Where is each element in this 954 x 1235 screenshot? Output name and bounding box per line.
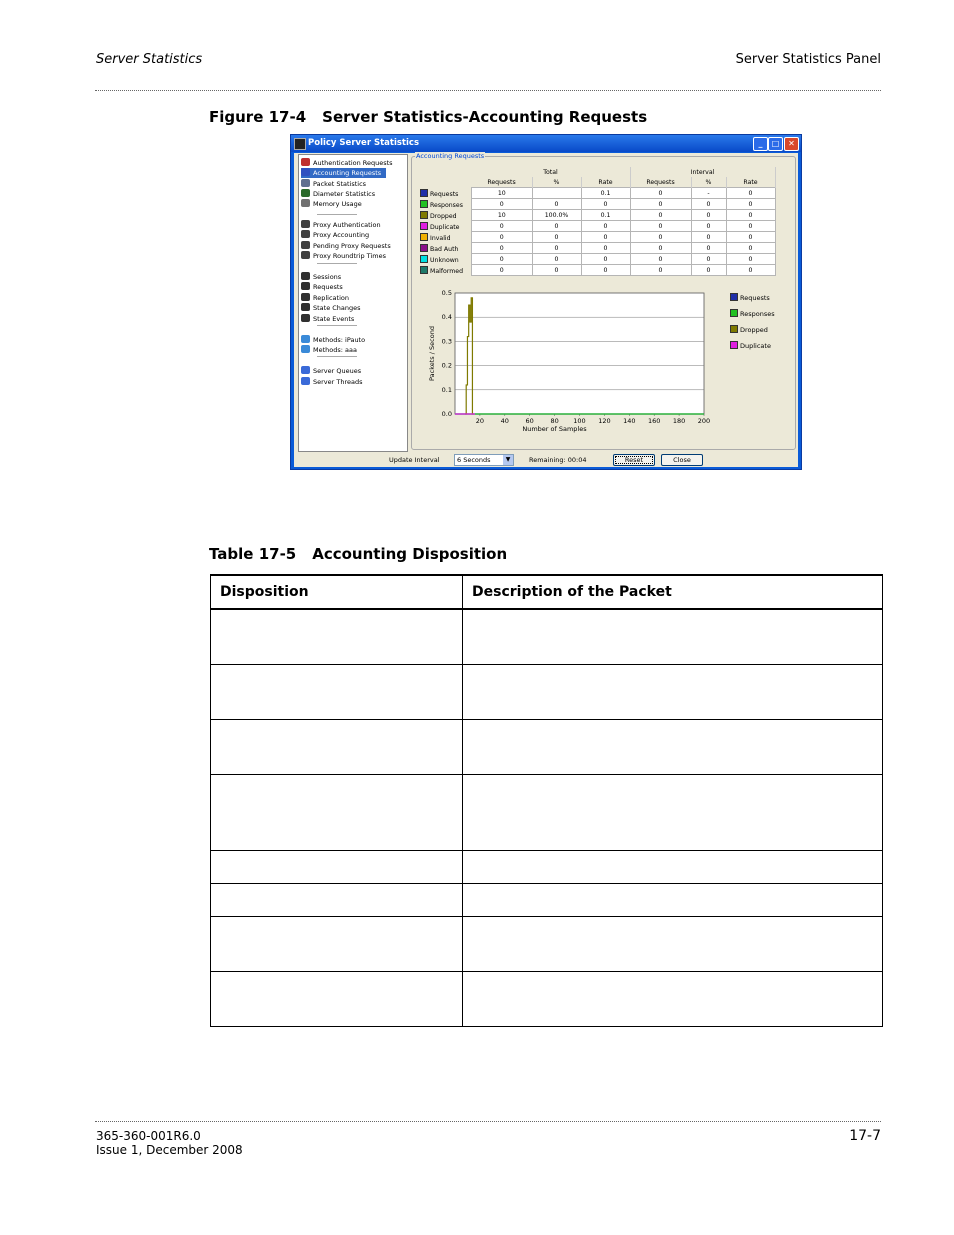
grid-icon [301, 272, 310, 280]
nav-item-proxy-accounting[interactable] [301, 230, 369, 240]
page-number: 17-7 [849, 1128, 881, 1144]
stats-cell: 0 [472, 254, 533, 265]
stats-cell: 0 [581, 221, 630, 232]
diameter-icon [301, 189, 310, 197]
reset-button[interactable]: Reset [613, 454, 655, 466]
accounting-disposition-table [210, 574, 883, 1027]
policy-server-statistics-window [290, 134, 802, 470]
stats-row-malformed [419, 265, 775, 276]
nav-item-label: Replication [313, 294, 349, 302]
y-tick-label: 0.2 [441, 361, 452, 370]
nav-item-label: Sessions [313, 273, 342, 281]
stats-row-label [419, 243, 472, 254]
x-tick-label: 40 [500, 417, 509, 425]
pending-icon [301, 241, 310, 249]
table-title: Accounting Disposition [312, 545, 508, 563]
stats-cell: 0 [726, 188, 775, 199]
method-icon [301, 345, 310, 353]
description-cell [463, 850, 883, 883]
stats-cell: 10 [472, 210, 533, 221]
stats-cell: 0.1 [581, 188, 630, 199]
nav-item-sessions[interactable] [301, 272, 341, 282]
stats-cell: 0 [726, 265, 775, 276]
nav-item-state-changes[interactable] [301, 303, 361, 313]
stats-cell: 0 [581, 254, 630, 265]
stats-cell: 0 [691, 254, 726, 265]
stats-row-bad-auth [419, 243, 775, 254]
stats-cell: - [691, 188, 726, 199]
color-swatch [420, 189, 428, 197]
nav-item-label: Requests [313, 283, 343, 291]
x-tick-label: 180 [672, 417, 686, 425]
nav-item-proxy-authentication[interactable] [301, 220, 381, 230]
stats-row-label [419, 199, 472, 210]
stats-cell: 0 [726, 210, 775, 221]
stats-group-header: Total [472, 167, 631, 177]
close-icon[interactable]: ✕ [784, 137, 799, 151]
stats-cell: 0 [630, 254, 691, 265]
description-cell [463, 883, 883, 916]
nav-item-state-events[interactable] [301, 314, 354, 324]
stats-column-header-row [419, 177, 775, 188]
stats-cell: 0 [532, 199, 581, 210]
stats-group-header-row [419, 167, 775, 177]
stats-cell: 0 [472, 221, 533, 232]
accounting-icon [301, 168, 310, 176]
stats-cell: 0 [726, 243, 775, 254]
grid-icon [301, 314, 310, 322]
window-title: Policy Server Statistics [308, 138, 420, 148]
stats-cell: 0 [726, 221, 775, 232]
stats-cell: 0 [532, 232, 581, 243]
table-row [211, 719, 883, 774]
nav-item-packet-statistics[interactable] [301, 179, 366, 189]
minimize-icon[interactable]: _ [753, 137, 768, 151]
packets-chart [422, 287, 722, 437]
nav-item-proxy-roundtrip-times[interactable] [301, 251, 386, 261]
stats-cell: 0 [691, 265, 726, 276]
nav-item-diameter-statistics[interactable] [301, 189, 375, 199]
stats-row-name: Dropped [430, 212, 457, 220]
x-axis-label: Number of Samples [522, 425, 587, 433]
stats-row-label [419, 232, 472, 243]
table-header-row [211, 575, 883, 609]
stats-cell: 0 [630, 210, 691, 221]
stats-cell: 0 [630, 199, 691, 210]
nav-item-label: Methods: aaa [313, 346, 357, 354]
legend-item-responses [730, 309, 775, 325]
packet-icon [301, 179, 310, 187]
stats-row-name: Unknown [430, 256, 459, 264]
memory-icon [301, 199, 310, 207]
color-swatch [420, 222, 428, 230]
nav-item-label: Methods: iPauto [313, 336, 366, 344]
app-icon [294, 138, 306, 150]
y-tick-label: 0.4 [441, 313, 452, 322]
nav-separator [317, 263, 357, 264]
stats-row-label [419, 188, 472, 199]
queue-icon [301, 366, 310, 374]
stats-cell: 10 [472, 188, 533, 199]
disposition-cell [211, 971, 463, 1026]
nav-separator [317, 325, 357, 326]
table-row [211, 609, 883, 664]
nav-item-label: Server Threads [313, 378, 363, 386]
running-header-right: Server Statistics Panel [735, 52, 881, 67]
stats-cell: 0 [630, 221, 691, 232]
x-tick-label: 140 [623, 417, 636, 425]
color-swatch [420, 244, 428, 252]
disposition-cell [211, 664, 463, 719]
legend-swatch [730, 309, 738, 317]
update-interval-value: 6 Seconds [457, 456, 491, 464]
nav-item-label: Accounting Requests [313, 169, 382, 177]
nav-item-replication[interactable] [301, 293, 349, 303]
figure-number: Figure 17-4 [209, 108, 307, 126]
y-tick-label: 0.3 [441, 337, 452, 346]
y-tick-label: 0.5 [441, 289, 452, 297]
update-interval-select[interactable] [454, 454, 514, 466]
maximize-icon[interactable]: □ [768, 137, 783, 151]
stats-cell: 0 [581, 243, 630, 254]
stats-cell: 0 [726, 199, 775, 210]
close-button[interactable]: Close [661, 454, 703, 466]
nav-item-label: Diameter Statistics [313, 190, 376, 198]
stats-cell: 0 [691, 221, 726, 232]
running-header-left: Server Statistics [96, 52, 203, 67]
disposition-cell [211, 850, 463, 883]
color-swatch [420, 211, 428, 219]
thread-icon [301, 377, 310, 385]
legend-item-requests [730, 293, 775, 309]
stats-cell: 0 [532, 265, 581, 276]
nav-item-methods-ipauto[interactable] [301, 335, 365, 345]
grid-icon [301, 293, 310, 301]
legend-swatch [730, 293, 738, 301]
stats-row-name: Duplicate [430, 223, 460, 231]
table-row [211, 850, 883, 883]
stats-cell: 0 [630, 243, 691, 254]
x-tick-label: 160 [647, 417, 661, 425]
stats-row-responses [419, 199, 775, 210]
stats-cell [532, 188, 581, 199]
stats-row-label [419, 221, 472, 232]
header-description: Description of the Packet [463, 575, 883, 609]
color-swatch [420, 266, 428, 274]
nav-item-requests[interactable] [301, 282, 343, 292]
issue-date: Issue 1, December 2008 [96, 1143, 243, 1157]
disposition-cell [211, 774, 463, 850]
legend-swatch [730, 341, 738, 349]
nav-item-label: Server Queues [313, 367, 362, 375]
nav-item-memory-usage[interactable] [301, 199, 362, 209]
x-tick-label: 200 [697, 417, 711, 425]
chevron-down-icon[interactable]: ▼ [503, 455, 513, 465]
group-label: Accounting Requests [416, 152, 485, 160]
description-cell [463, 664, 883, 719]
stats-column-header: % [532, 177, 581, 188]
nav-item-label: Authentication Requests [313, 159, 393, 167]
stats-row-duplicate [419, 221, 775, 232]
nav-item-label: Proxy Roundtrip Times [313, 252, 386, 260]
header-disposition: Disposition [211, 575, 463, 609]
nav-item-server-queues[interactable] [301, 366, 361, 376]
proxy-auth-icon [301, 220, 310, 228]
remaining-label: Remaining: 00:04 [529, 456, 587, 464]
stats-cell: 0 [691, 243, 726, 254]
nav-item-label: Pending Proxy Requests [313, 242, 391, 250]
y-tick-label: 0.0 [441, 410, 452, 418]
nav-item-accounting-requests[interactable] [301, 168, 386, 178]
stats-cell: 0 [472, 199, 533, 210]
disposition-cell [211, 883, 463, 916]
legend-label: Responses [740, 310, 775, 318]
stats-row-name: Responses [430, 201, 463, 209]
description-cell [463, 719, 883, 774]
table-row [211, 916, 883, 971]
nav-item-label: State Changes [313, 304, 361, 312]
proxy-acct-icon [301, 230, 310, 238]
chart-legend [730, 293, 775, 357]
nav-item-pending-proxy-requests[interactable] [301, 241, 391, 251]
grid-icon [301, 282, 310, 290]
method-icon [301, 335, 310, 343]
table-caption [209, 545, 507, 563]
color-swatch [420, 233, 428, 241]
figure-title: Server Statistics-Accounting Requests [322, 108, 648, 126]
description-cell [463, 774, 883, 850]
stats-column-header: % [691, 177, 726, 188]
stats-row-requests [419, 188, 775, 199]
table-row [211, 971, 883, 1026]
legend-item-dropped [730, 325, 775, 341]
bottom-controls [294, 451, 798, 467]
grid-icon [301, 303, 310, 311]
x-tick-label: 120 [598, 417, 611, 425]
stats-cell: 0 [581, 232, 630, 243]
color-swatch [420, 200, 428, 208]
doc-number: 365-360-001R6.0 [96, 1129, 201, 1143]
table-row [211, 883, 883, 916]
nav-separator [317, 356, 357, 357]
stats-row-name: Malformed [430, 267, 464, 275]
stats-table [419, 167, 776, 276]
stats-cell: 0 [630, 188, 691, 199]
stats-cell: 0 [581, 199, 630, 210]
nav-item-label: State Events [313, 315, 355, 323]
header-rule [95, 90, 881, 91]
stats-group-header: Interval [630, 167, 775, 177]
stats-column-header: Rate [726, 177, 775, 188]
stats-row-name: Requests [430, 190, 459, 198]
nav-item-label: Memory Usage [313, 200, 362, 208]
nav-item-label: Packet Statistics [313, 180, 367, 188]
stats-cell: 0 [726, 254, 775, 265]
stats-cell: 0 [581, 265, 630, 276]
stats-cell: 0 [630, 232, 691, 243]
disposition-cell [211, 609, 463, 664]
table-row [211, 774, 883, 850]
stats-row-label [419, 254, 472, 265]
stats-column-header: Rate [581, 177, 630, 188]
x-tick-label: 60 [525, 417, 534, 425]
footer-rule [95, 1121, 881, 1122]
nav-item-authentication-requests[interactable] [301, 158, 393, 168]
nav-separator [317, 214, 357, 215]
update-interval-label: Update Interval [389, 456, 440, 464]
x-tick-label: 20 [475, 417, 485, 425]
nav-item-label: Proxy Accounting [313, 231, 370, 239]
description-cell [463, 609, 883, 664]
description-cell [463, 916, 883, 971]
stats-cell: 100.0% [532, 210, 581, 221]
stats-cell: 0 [532, 243, 581, 254]
stats-column-header: Requests [630, 177, 691, 188]
plot-area [455, 293, 704, 414]
stats-column-header: Requests [472, 177, 533, 188]
stats-cell: 0.1 [581, 210, 630, 221]
auth-icon [301, 158, 310, 166]
description-cell [463, 971, 883, 1026]
roundtrip-icon [301, 251, 310, 259]
window-titlebar[interactable] [291, 135, 801, 152]
legend-item-duplicate [730, 341, 775, 357]
x-tick-label: 80 [550, 417, 559, 425]
stats-row-name: Bad Auth [430, 245, 459, 253]
window-client [294, 153, 798, 467]
y-tick-label: 0.1 [441, 385, 452, 394]
stats-cell: 0 [726, 232, 775, 243]
disposition-cell [211, 719, 463, 774]
legend-label: Requests [740, 294, 770, 302]
legend-label: Duplicate [740, 342, 771, 350]
stats-row-label [419, 210, 472, 221]
color-swatch [420, 255, 428, 263]
nav-item-methods-aaa[interactable] [301, 345, 357, 355]
stats-cell: 0 [630, 265, 691, 276]
legend-swatch [730, 325, 738, 333]
stats-row-name: Invalid [430, 234, 451, 242]
stats-row-invalid [419, 232, 775, 243]
stats-cell: 0 [532, 221, 581, 232]
stats-cell: 0 [472, 265, 533, 276]
stats-row-label [419, 265, 472, 276]
nav-item-label: Proxy Authentication [313, 221, 381, 229]
stats-cell: 0 [472, 243, 533, 254]
y-axis-label: Packets / Second [428, 326, 436, 381]
accounting-requests-group [411, 152, 796, 450]
stats-cell: 0 [691, 199, 726, 210]
stats-row-unknown [419, 254, 775, 265]
x-tick-label: 100 [573, 417, 586, 425]
stats-cell: 0 [532, 254, 581, 265]
legend-label: Dropped [740, 326, 768, 334]
stats-cell: 0 [691, 232, 726, 243]
nav-item-server-threads[interactable] [301, 377, 363, 387]
statistics-nav-list[interactable] [298, 154, 408, 452]
stats-cell: 0 [691, 210, 726, 221]
stats-cell: 0 [472, 232, 533, 243]
stats-row-dropped [419, 210, 775, 221]
table-number: Table 17-5 [209, 545, 297, 563]
figure-caption [209, 108, 647, 126]
table-row [211, 664, 883, 719]
disposition-cell [211, 916, 463, 971]
